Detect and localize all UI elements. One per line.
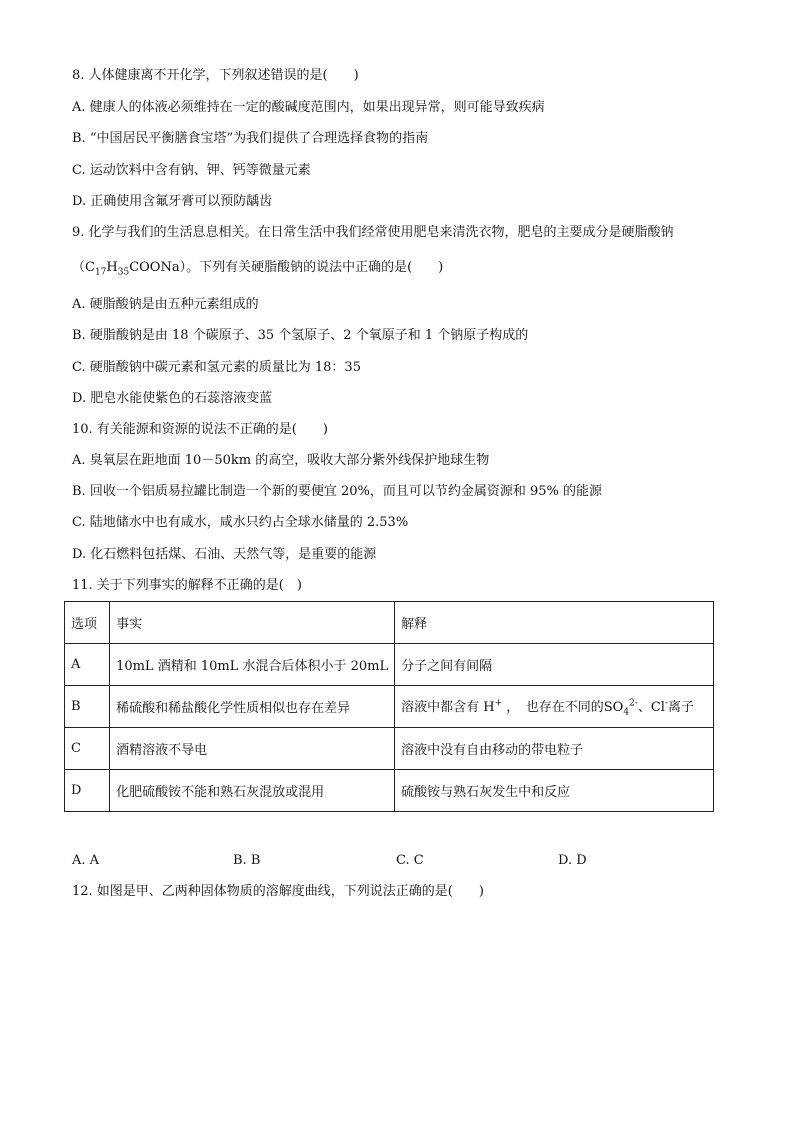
table-row xyxy=(65,686,714,728)
table-row xyxy=(65,644,714,686)
row-c-option: C xyxy=(65,728,110,770)
q9-option-d: D. 肥皂水能使紫色的石蕊溶液变蓝 xyxy=(72,391,273,406)
q11-option-a: A. A xyxy=(72,853,100,868)
row-b-explain-cl: 、Cl xyxy=(637,699,665,715)
row-b-explain-sup-2minus: 2- xyxy=(629,698,638,709)
row-d-option: D xyxy=(65,770,110,812)
row-b-option: B xyxy=(65,686,110,728)
q8-stem: 8. 人体健康离不开化学，下列叙述错误的是( ) xyxy=(72,68,359,83)
row-b-explain-mid: ， 也存在不同的SO xyxy=(502,699,624,715)
header-option: 选项 xyxy=(65,602,110,644)
table-header-row xyxy=(65,602,714,644)
q9-stem: 9. 化学与我们的生活息息相关。在日常生活中我们经常使用肥皂来清洗衣物，肥皂的主要成分是硬脂酸钠 xyxy=(72,225,674,240)
q11-option-b: B. B xyxy=(233,853,261,868)
q9-formula-sub-35: 35 xyxy=(117,267,130,278)
q9-option-a: A. 硬脂酸钠是由五种元素组成的 xyxy=(72,297,259,312)
q10-option-b: B. 回收一个铝质易拉罐比制造一个新的要便宜 20%，而且可以节约金属资源和 95% 的能源 xyxy=(72,484,603,499)
row-b-explain-sup-minus: - xyxy=(664,698,669,709)
row-c-fact: 酒精溶液不导电 xyxy=(110,728,395,770)
q10-option-a: A. 臭氧层在距地面 10－50km 的高空，吸收大部分紫外线保护地球生物 xyxy=(72,453,490,468)
q8-option-b: B. “中国居民平衡膳食宝塔”为我们提供了合理选择食物的指南 xyxy=(72,131,429,146)
row-b-explanation xyxy=(395,686,714,728)
q12-stem: 12. 如图是甲、乙两种固体物质的溶解度曲线，下列说法正确的是( ) xyxy=(72,884,484,899)
table-row xyxy=(65,770,714,812)
row-b-explain-end: 离子 xyxy=(668,699,695,715)
q9-formula-post: COONa）。下列有关硬脂酸钠的说法中正确的是( ) xyxy=(129,260,444,275)
q11-option-c: C. C xyxy=(396,853,424,868)
q9-option-b: B. 硬脂酸钠是由 18 个碳原子、35 个氢原子、2 个氧原子和 1 个钠原子构成的 xyxy=(72,328,529,343)
header-fact: 事实 xyxy=(110,602,395,644)
row-b-explain-pre: 溶液中都含有 H xyxy=(401,699,495,715)
row-a-explanation: 分子之间有间隔 xyxy=(395,644,714,686)
q11-option-d: D. D xyxy=(558,853,587,868)
row-a-fact: 10mL 酒精和 10mL 水混合后体积小于 20mL xyxy=(110,644,395,686)
row-b-fact: 稀硫酸和稀盐酸化学性质相似也存在差异 xyxy=(110,686,395,728)
row-b-explain-sub-4: 4 xyxy=(623,707,630,718)
q10-stem: 10. 有关能源和资源的说法不正确的是( ) xyxy=(72,422,328,437)
row-c-explanation: 溶液中没有自由移动的带电粒子 xyxy=(395,728,714,770)
q8-option-a: A. 健康人的体液必须维持在一定的酸碱度范围内，如果出现异常，则可能导致疾病 xyxy=(72,100,545,115)
row-a-option: A xyxy=(65,644,110,686)
q8-option-c: C. 运动饮料中含有钠、钾、钙等微量元素 xyxy=(72,163,311,178)
q9-formula-pre: （C xyxy=(72,260,95,275)
q11-stem: 11. 关于下列事实的解释不正确的是( ) xyxy=(72,578,302,593)
q10-option-c: C. 陆地储水中也有咸水，咸水只约占全球水储量的 2.53% xyxy=(72,515,409,530)
row-d-fact: 化肥硫酸铵不能和熟石灰混放或混用 xyxy=(110,770,395,812)
row-b-explain-sup-plus: + xyxy=(494,698,503,709)
row-d-explanation: 硫酸铵与熟石灰发生中和反应 xyxy=(395,770,714,812)
q8-option-d: D. 正确使用含氟牙膏可以预防龋齿 xyxy=(72,194,273,209)
q9-stem-formula xyxy=(72,258,443,283)
q9-formula-sub-17: 17 xyxy=(94,267,107,278)
q9-formula-h: H xyxy=(106,260,118,275)
q10-option-d: D. 化石燃料包括煤、石油、天然气等，是重要的能源 xyxy=(72,547,377,562)
q9-option-c: C. 硬脂酸钠中碳元素和氢元素的质量比为 18：35 xyxy=(72,360,361,375)
q11-table xyxy=(64,601,714,812)
header-explanation: 解释 xyxy=(395,602,714,644)
table-row xyxy=(65,728,714,770)
